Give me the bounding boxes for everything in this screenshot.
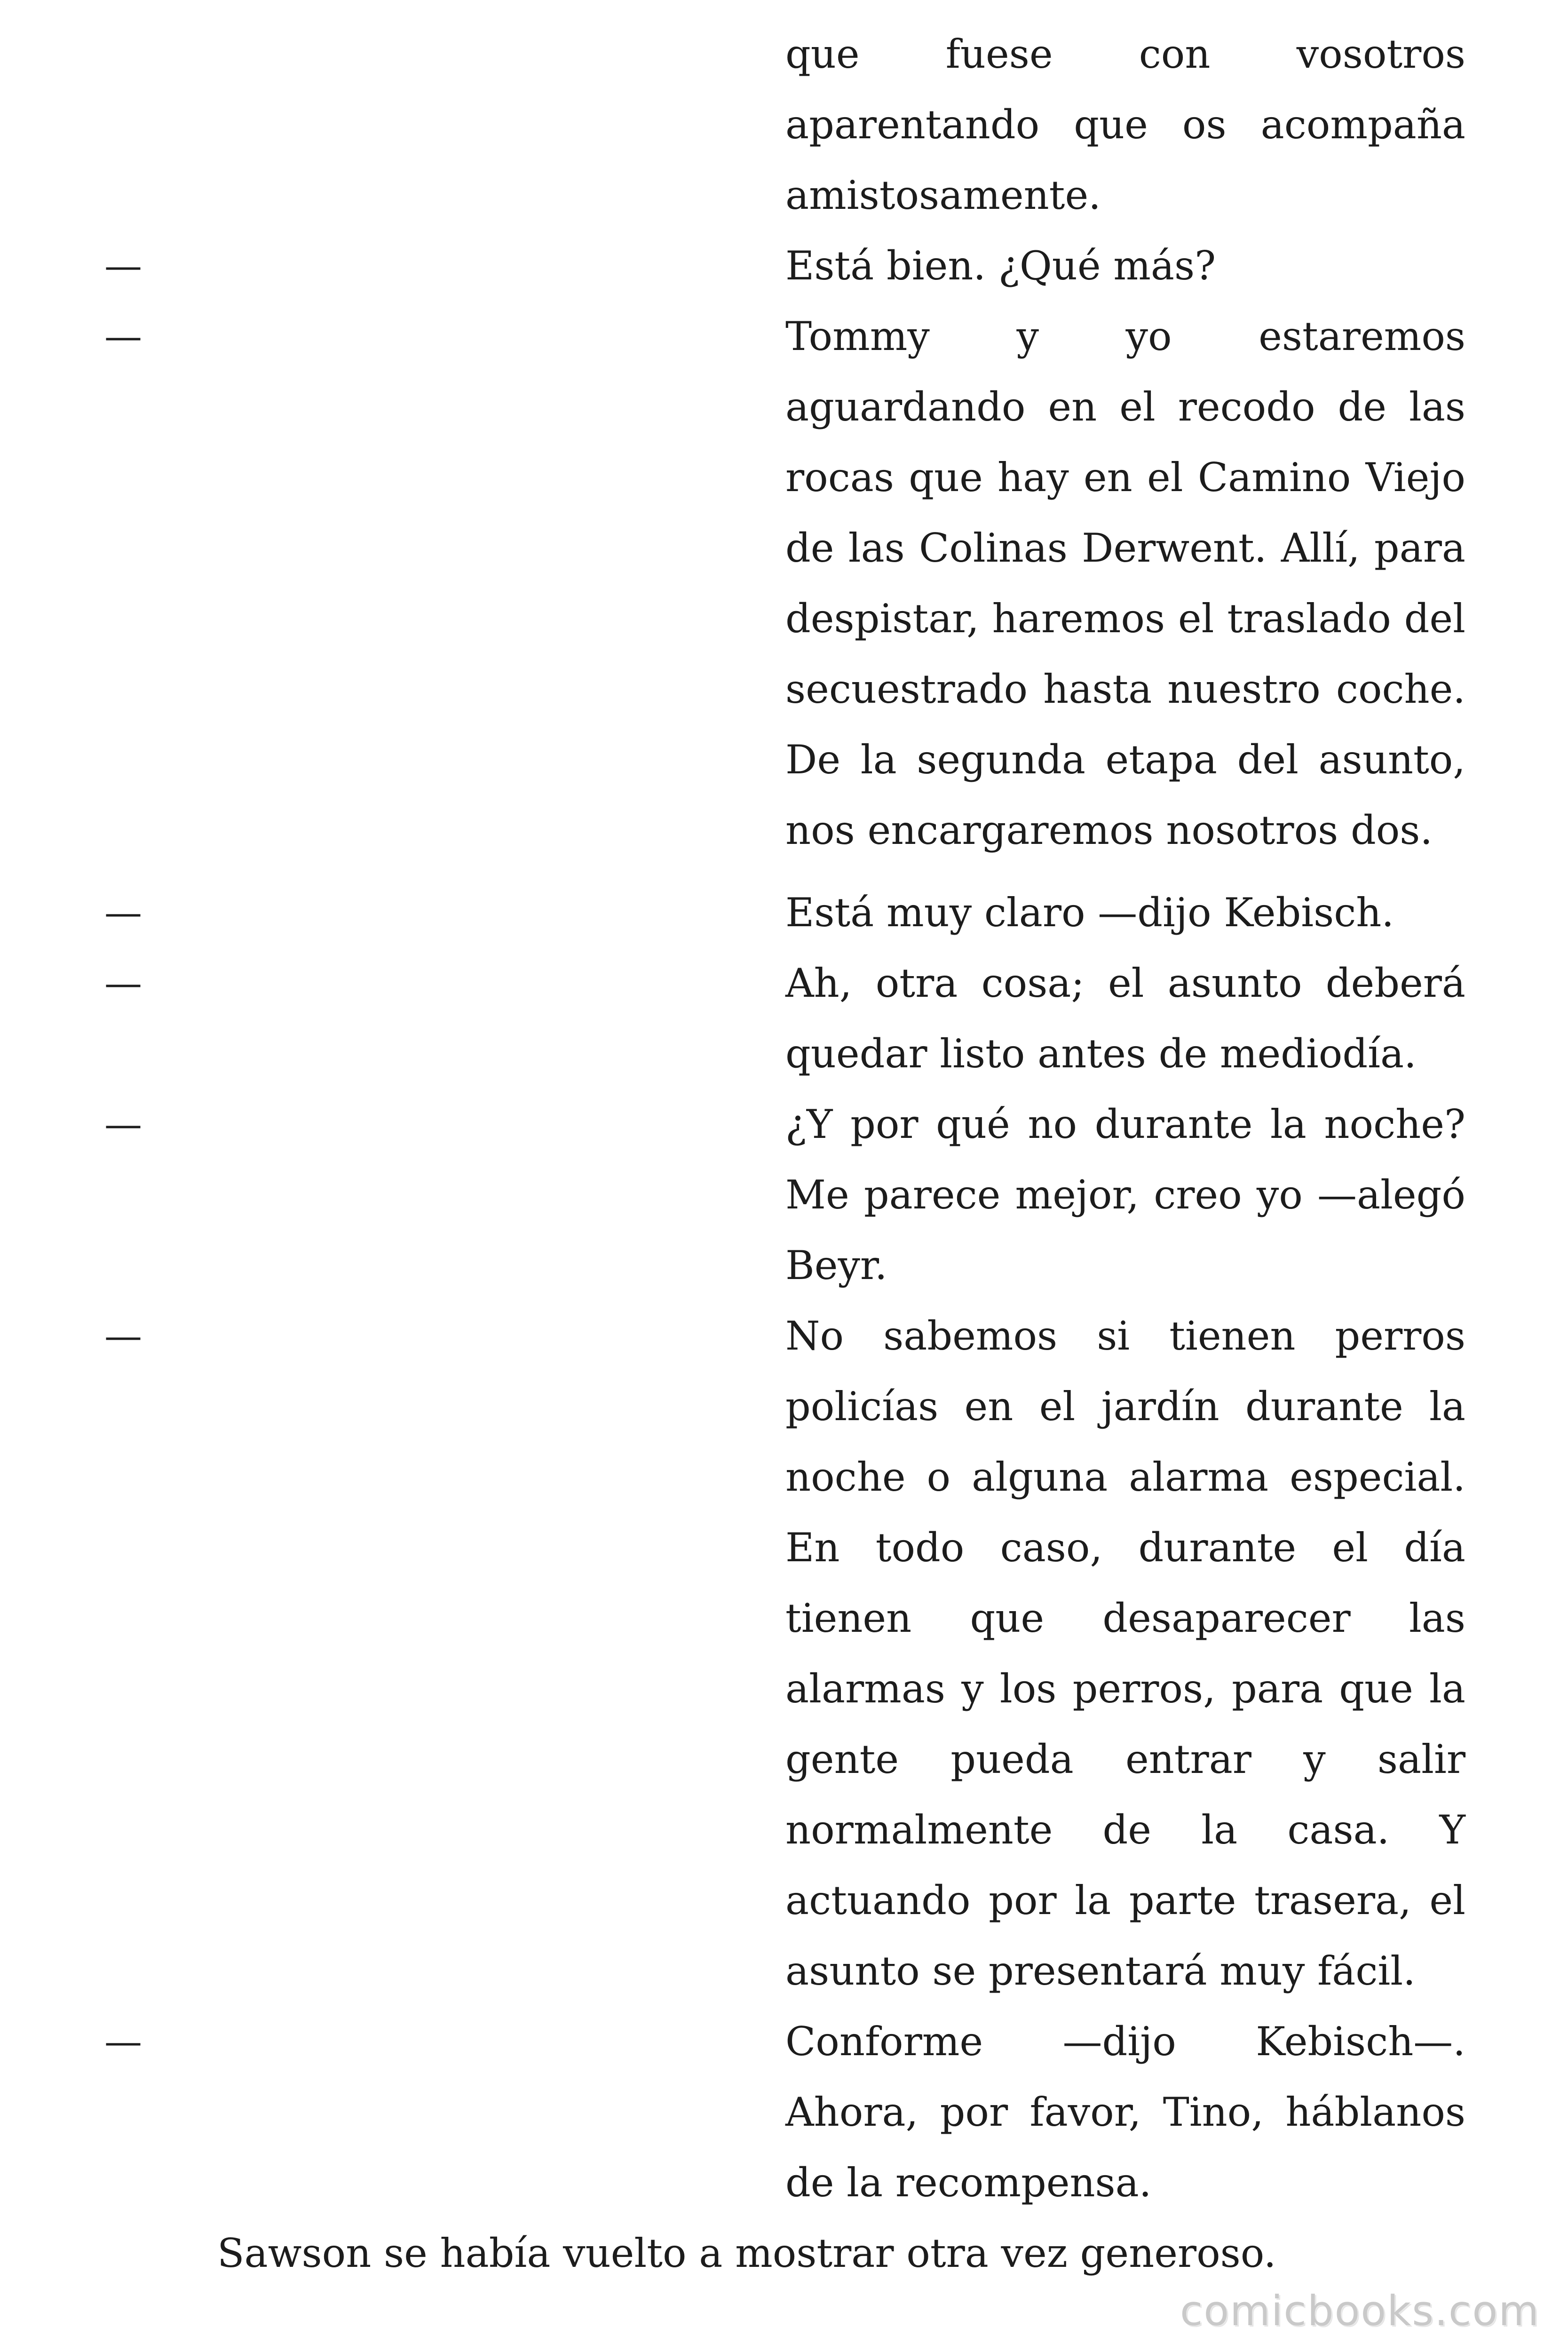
dialog-dash: —	[104, 890, 142, 934]
dialog-dash: —	[104, 961, 142, 1005]
dialog-dash: —	[104, 2019, 142, 2063]
dialog-text: Está bien. ¿Qué más?	[785, 243, 1216, 289]
dialog-text: No sabemos si tienen perros policías en el jardín durante la noche o alguna alarma especial. En todo caso, durante el día tienen que desaparecer las alarmas y los perros, para que la gente pueda entrar y salir normalmente de la casa. Y actuando por la parte trasera, el asunto se presentará muy fácil.	[785, 1313, 1465, 1994]
narration-paragraph: Sawson se había vuelto a mostrar otra vez generoso.	[217, 2230, 1276, 2276]
dialog-text: que fuese con vosotros aparentando que os acompaña amistosamente.	[785, 31, 1465, 218]
dialog-text: Tommy y yo estaremos aguardando en el recodo de las rocas que hay en el Camino Viejo de las Colinas Derwent. Allí, para despistar, haremos el traslado del secuestrado hasta nuestro coche. De la segunda etapa del asunto, nos encargaremos nosotros dos.	[785, 313, 1465, 853]
dialog-dash: —	[104, 244, 142, 287]
dialog-dash: —	[104, 1102, 142, 1146]
dialog-dash: —	[104, 1314, 142, 1358]
dialog-text: Ah, otra cosa; el asunto deberá quedar listo antes de mediodía.	[785, 960, 1465, 1077]
dialog-text: ¿Y por qué no durante la noche? Me parece mejor, creo yo —alegó Beyr.	[785, 1101, 1465, 1288]
watermark: comicbooks.com	[1180, 2287, 1540, 2335]
dialog-text: Conforme —dijo Kebisch—. Ahora, por favor, Tino, háblanos de la recompensa.	[785, 2018, 1465, 2206]
dialog-dash: —	[104, 314, 142, 358]
dialog-text: Está muy claro —dijo Kebisch.	[785, 890, 1394, 936]
